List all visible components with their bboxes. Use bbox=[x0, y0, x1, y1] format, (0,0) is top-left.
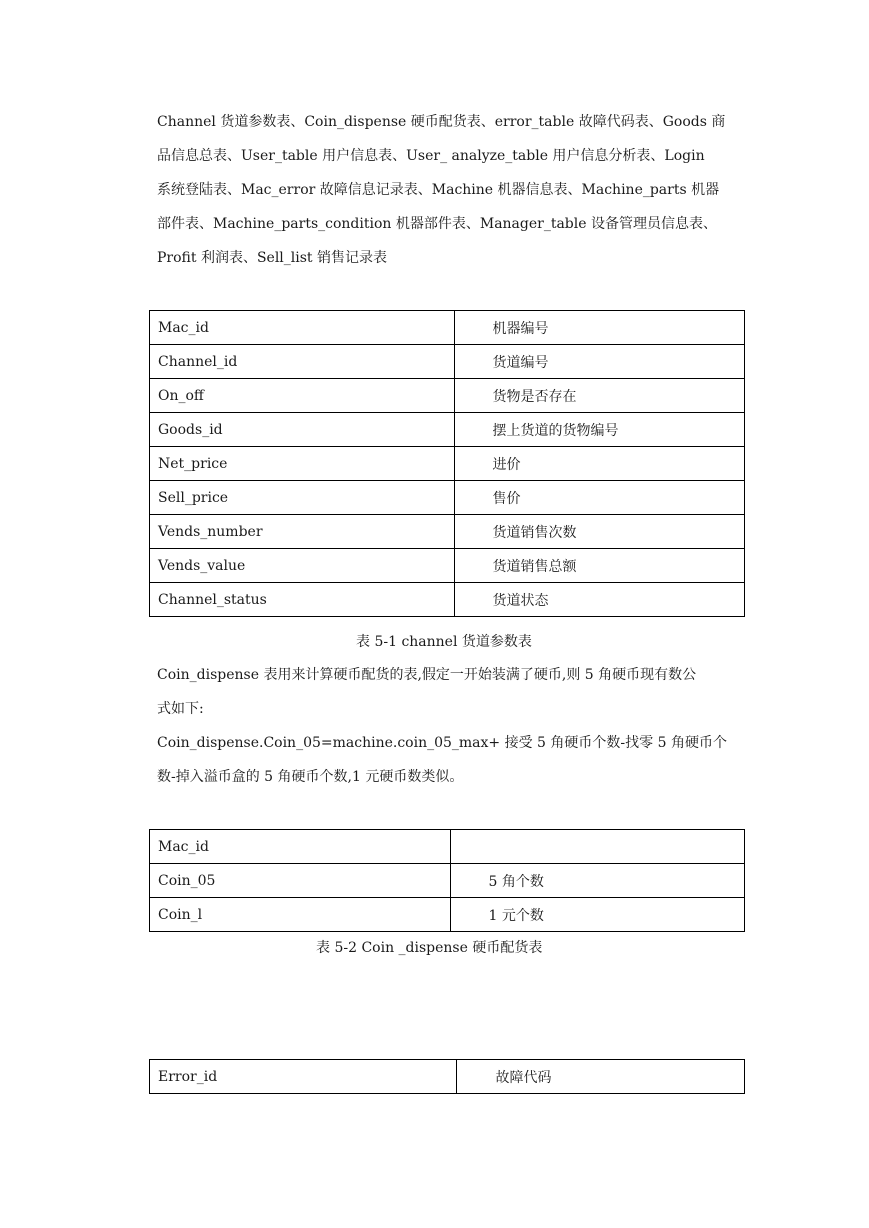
coin-dispense-table bbox=[149, 829, 745, 932]
error-table bbox=[149, 1059, 745, 1094]
table-row bbox=[150, 311, 745, 345]
intro-line: 系统登陆表、Mac_error 故障信息记录表、Machine 机器信息表、Machine_parts 机器 bbox=[157, 182, 720, 198]
coin-line: Coin_dispense.Coin_05=machine.coin_05_max+ 接受 5 角硬币个数-找零 5 角硬币个 bbox=[157, 735, 727, 751]
table-row bbox=[150, 898, 745, 932]
field-desc-cell: 进价 bbox=[454, 447, 744, 481]
field-name-cell: Coin_05 bbox=[150, 864, 451, 898]
intro-line: 部件表、Machine_parts_condition 机器部件表、Manager_table 设备管理员信息表、 bbox=[157, 216, 717, 232]
field-desc-cell bbox=[450, 830, 745, 864]
field-name-cell: Goods_id bbox=[150, 413, 455, 447]
channel-table bbox=[149, 310, 745, 617]
intro-line: Channel 货道参数表、Coin_dispense 硬币配货表、error_table 故障代码表、Goods 商 bbox=[157, 114, 726, 130]
intro-line: 品信息总表、User_table 用户信息表、User_ analyze_table 用户信息分析表、Login bbox=[157, 148, 705, 164]
field-desc-cell: 机器编号 bbox=[454, 311, 744, 345]
field-name-cell: Error_id bbox=[150, 1060, 457, 1094]
field-desc-cell: 售价 bbox=[454, 481, 744, 515]
table-row bbox=[150, 830, 745, 864]
field-name-cell: Channel_status bbox=[150, 583, 455, 617]
intro-paragraph bbox=[157, 105, 742, 275]
coin-line: Coin_dispense 表用来计算硬币配货的表,假定一开始装满了硬币,则 5 角硬币现有数公 bbox=[157, 667, 697, 683]
field-desc-cell: 摆上货道的货物编号 bbox=[454, 413, 744, 447]
field-name-cell: Vends_value bbox=[150, 549, 455, 583]
table-row bbox=[150, 864, 745, 898]
table-caption: 表 5-2 Coin _dispense 硬币配货表 bbox=[316, 940, 543, 956]
field-desc-cell: 货道销售次数 bbox=[454, 515, 744, 549]
field-desc-cell: 故障代码 bbox=[457, 1060, 745, 1094]
field-name-cell: Channel_id bbox=[150, 345, 455, 379]
field-name-cell: Sell_price bbox=[150, 481, 455, 515]
intro-line: Profit 利润表、Sell_list 销售记录表 bbox=[157, 250, 388, 266]
field-name-cell: Mac_id bbox=[150, 830, 451, 864]
table-caption: 表 5-1 channel 货道参数表 bbox=[356, 634, 532, 650]
field-desc-cell: 1 元个数 bbox=[450, 898, 745, 932]
coin-paragraph bbox=[157, 658, 742, 794]
table-row bbox=[150, 379, 745, 413]
coin-line: 式如下: bbox=[157, 701, 204, 717]
field-desc-cell: 货物是否存在 bbox=[454, 379, 744, 413]
table-row bbox=[150, 345, 745, 379]
table-row bbox=[150, 413, 745, 447]
field-desc-cell: 货道销售总额 bbox=[454, 549, 744, 583]
table-row bbox=[150, 1060, 745, 1094]
field-desc-cell: 5 角个数 bbox=[450, 864, 745, 898]
field-desc-cell: 货道状态 bbox=[454, 583, 744, 617]
field-name-cell: Vends_number bbox=[150, 515, 455, 549]
table-row bbox=[150, 549, 745, 583]
table-row bbox=[150, 447, 745, 481]
field-name-cell: On_off bbox=[150, 379, 455, 413]
field-desc-cell: 货道编号 bbox=[454, 345, 744, 379]
table-row bbox=[150, 583, 745, 617]
table-row bbox=[150, 481, 745, 515]
field-name-cell: Coin_l bbox=[150, 898, 451, 932]
field-name-cell: Net_price bbox=[150, 447, 455, 481]
coin-line: 数-掉入溢币盒的 5 角硬币个数,1 元硬币数类似。 bbox=[157, 769, 464, 785]
table-row bbox=[150, 515, 745, 549]
field-name-cell: Mac_id bbox=[150, 311, 455, 345]
